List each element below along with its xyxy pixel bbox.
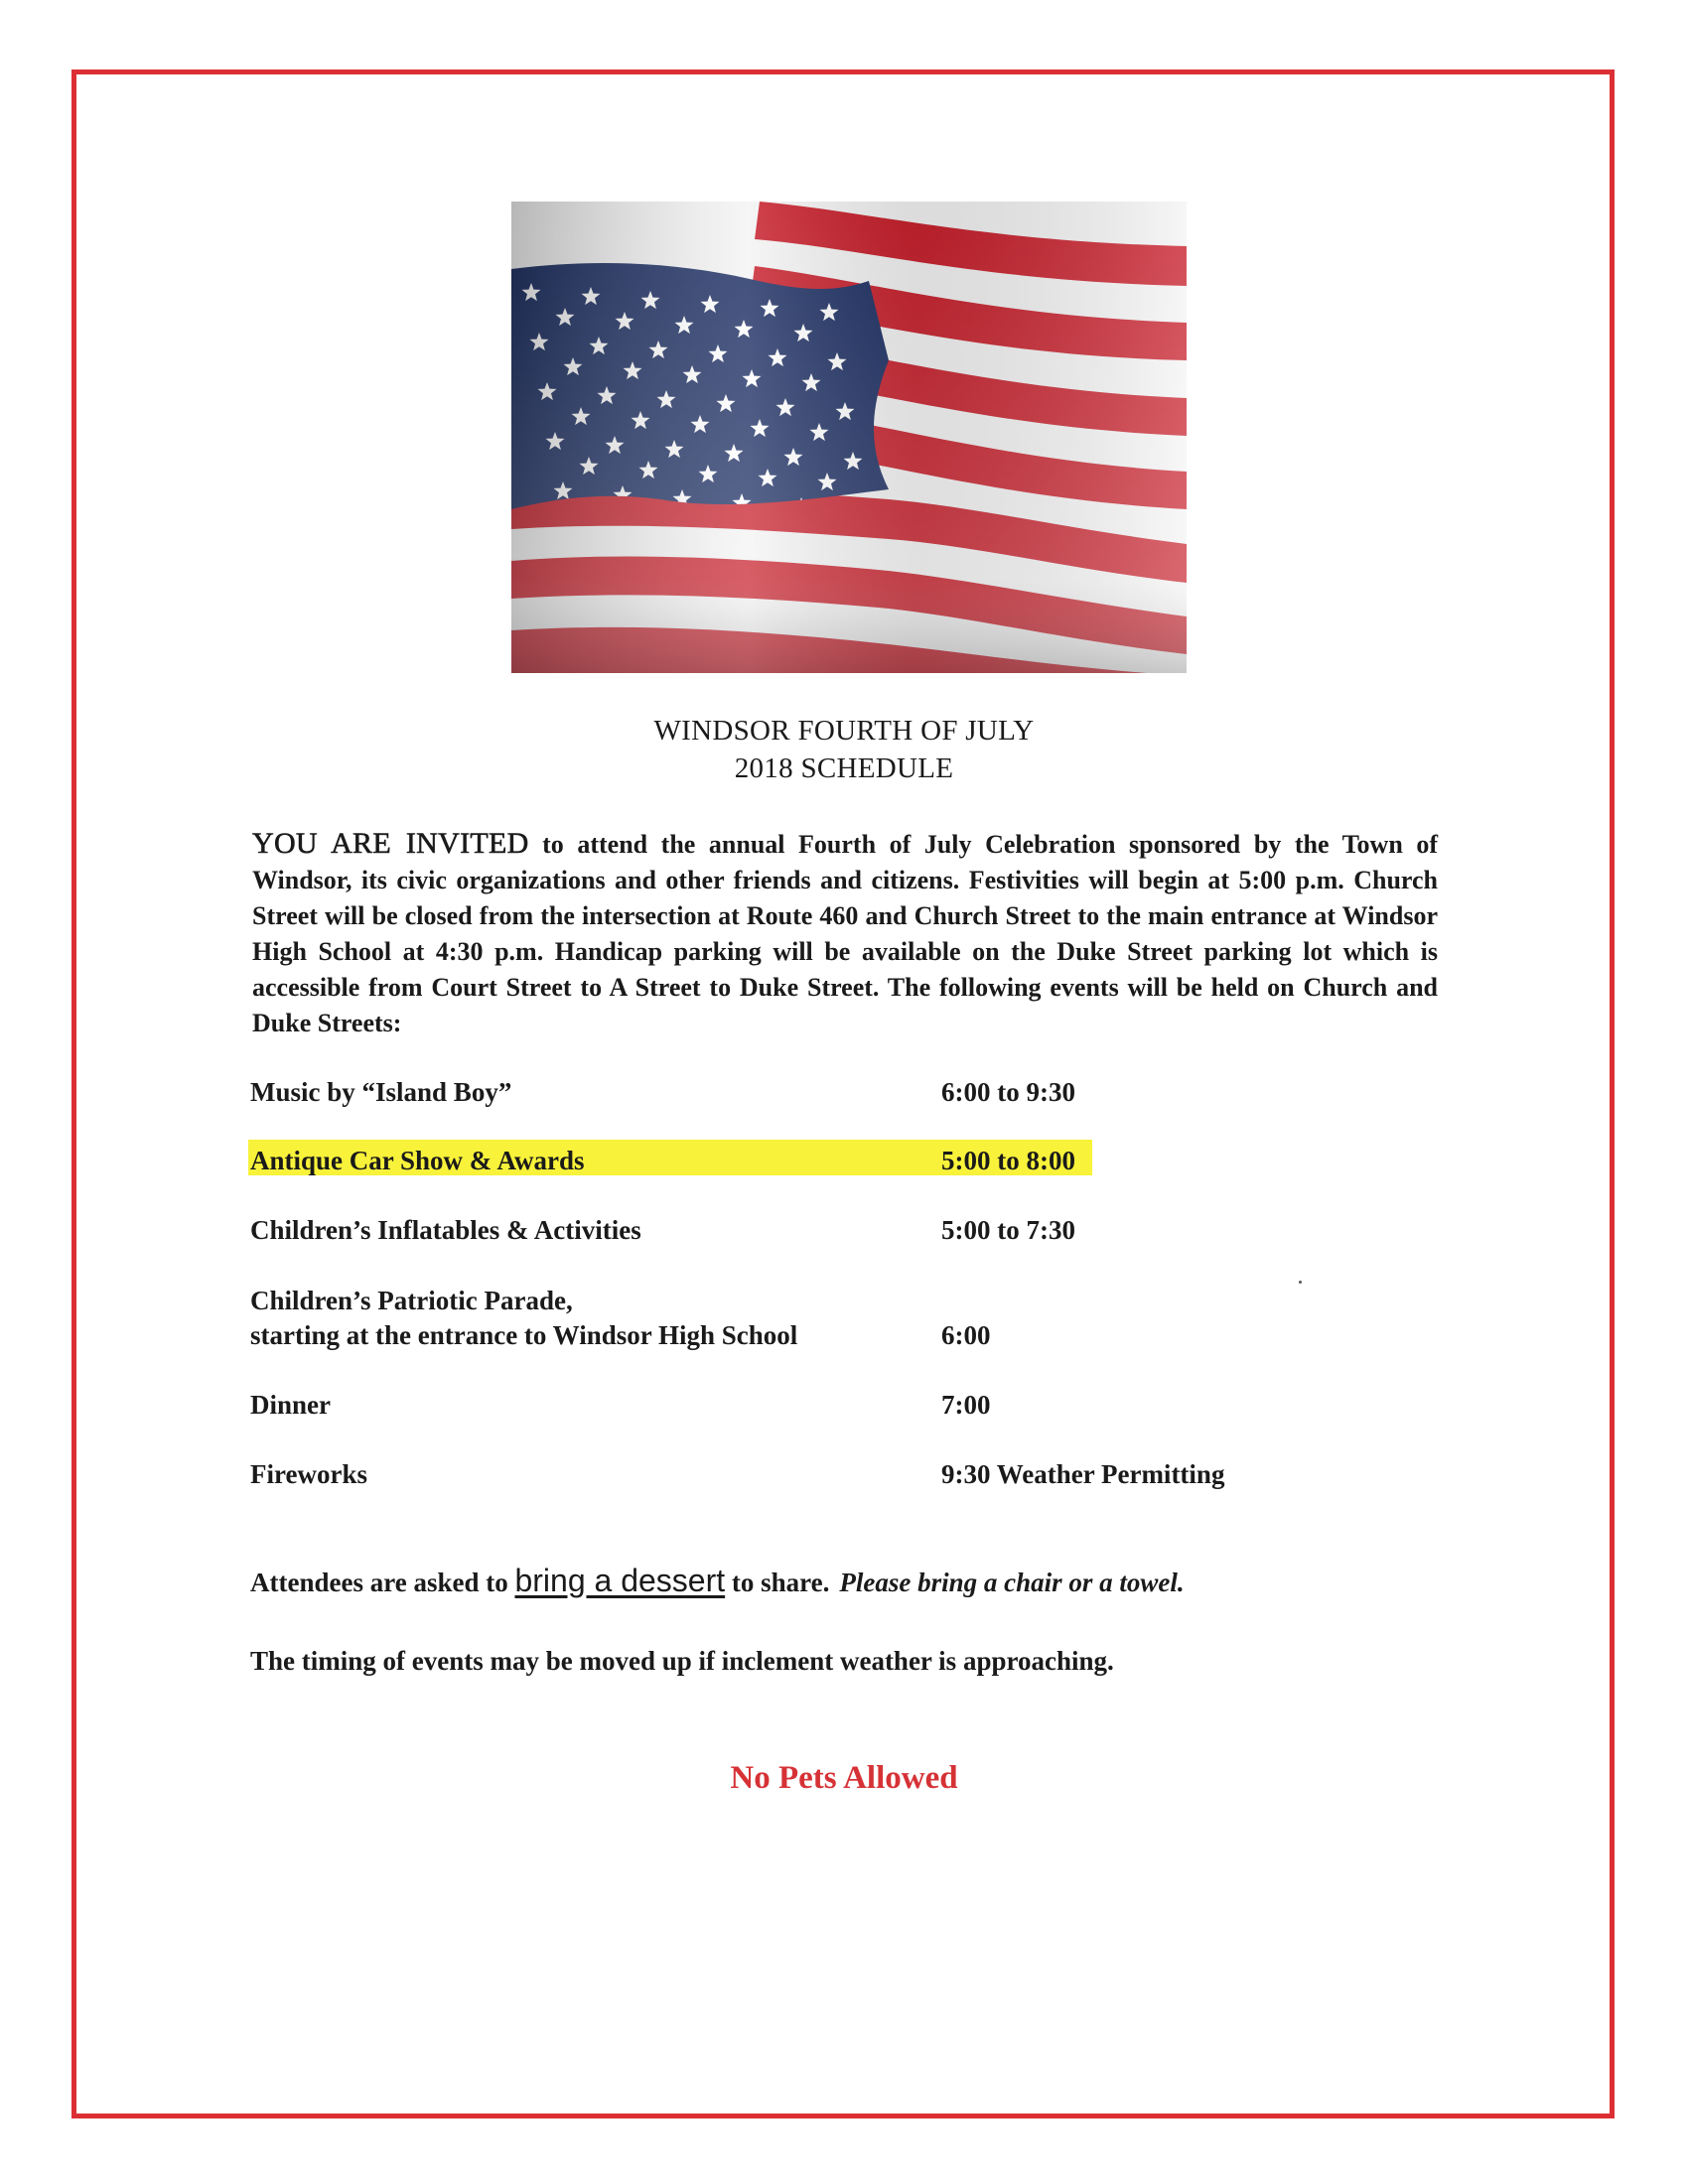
american-flag-image [511, 202, 1187, 673]
event-name-highlighted: Antique Car Show & Awards [250, 1146, 585, 1175]
event-time-highlighted: 5:00 to 8:00 [941, 1146, 1075, 1175]
invitation-body: to attend the annual Fourth of July Celebration sponsored by the Town of Windsor, its civic organizations and other friends and citizens. Festivities will begin at 5:00 p.m. Church Street will be closed from the intersection at Route 460 and Church Street to the main entrance at Windsor High School at 4:30 p.m. Handicap parking will be available on the Duke Street parking lot which is accessible from Court Street to A Street to Duke Street. The following events will be held on Church and Duke Streets: [252, 830, 1438, 1037]
event-time: 7:00 [941, 1390, 991, 1420]
no-pets-warning: No Pets Allowed [730, 1760, 958, 1796]
event-name: Children’s Patriotic Parade, [250, 1286, 573, 1315]
page-title: WINDSOR FOURTH OF JULY [653, 715, 1035, 747]
dessert-note-pre: Attendees are asked to [250, 1568, 515, 1597]
dessert-note [250, 1561, 1185, 1602]
event-time: 5:00 to 7:30 [941, 1215, 1075, 1245]
flag-graphic [511, 202, 1187, 673]
weather-note: The timing of events may be moved up if inclement weather is approaching. [250, 1646, 1114, 1676]
chair-note: Please bring a chair or a towel. [839, 1568, 1185, 1597]
dessert-note-post: to share. [725, 1568, 830, 1597]
event-name-continued: starting at the entrance to Windsor High School [250, 1320, 798, 1350]
event-time: 6:00 [941, 1320, 991, 1350]
dessert-emphasis: bring a dessert [514, 1563, 726, 1598]
event-name: Music by “Island Boy” [250, 1077, 512, 1107]
event-time: 9:30 Weather Permitting [941, 1459, 1225, 1489]
scan-speck [1299, 1281, 1302, 1284]
invitation-lead: YOU ARE INVITED [252, 827, 529, 860]
event-name: Children’s Inflatables & Activities [250, 1215, 641, 1245]
event-name: Fireworks [250, 1459, 367, 1489]
event-name: Dinner [250, 1390, 331, 1420]
invitation-paragraph [252, 826, 1438, 1041]
page-subtitle: 2018 SCHEDULE [734, 752, 954, 784]
event-time: 6:00 to 9:30 [941, 1077, 1075, 1107]
